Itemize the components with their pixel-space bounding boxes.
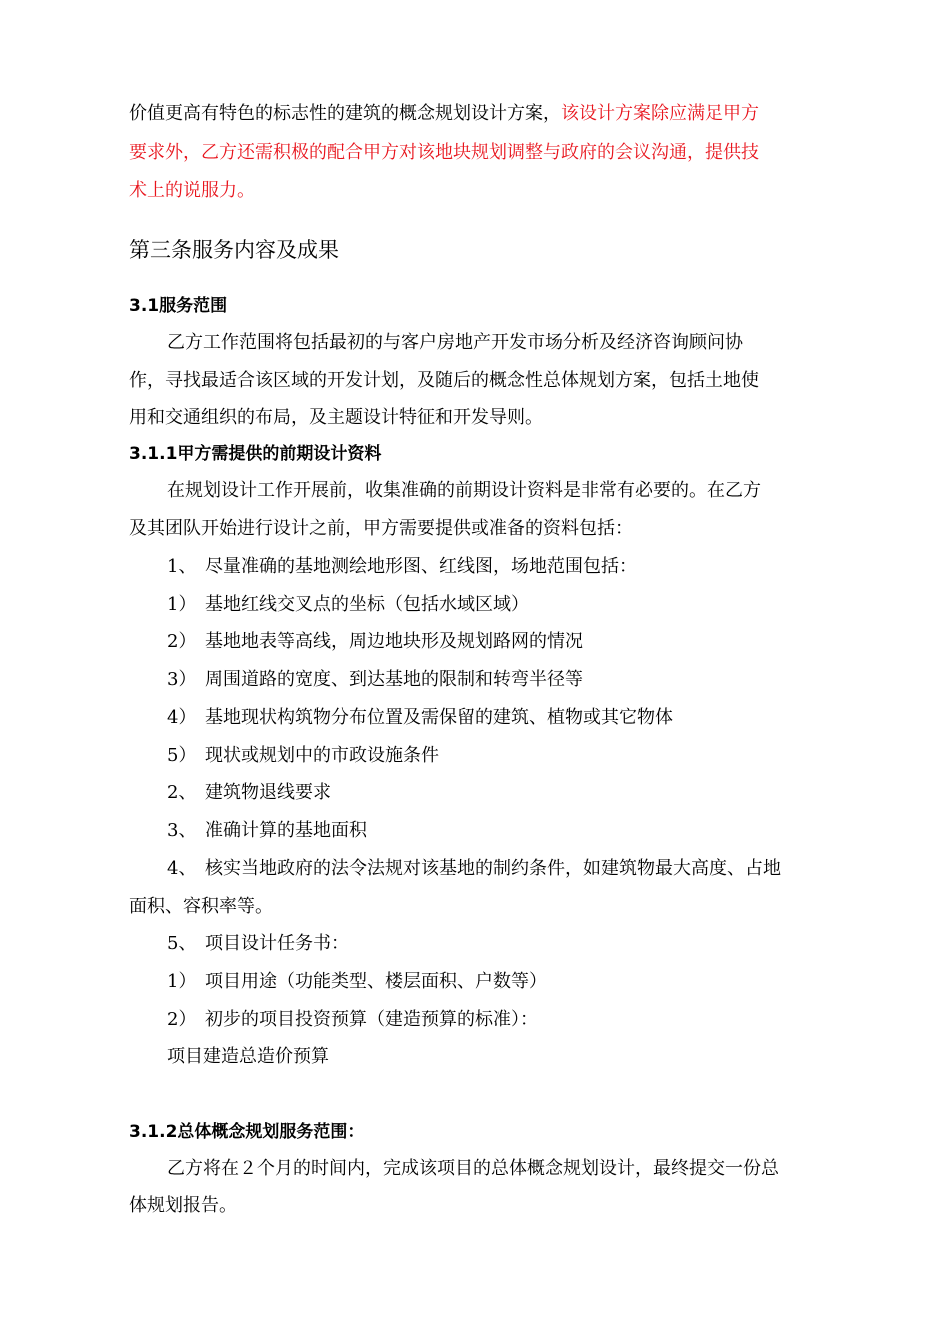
- list-item-text: 核实当地政府的法令法规对该基地的制约条件，如建筑物最大高度、占地: [205, 858, 781, 879]
- section-3-1-para-line: 作，寻找最适合该区域的开发计划，及随后的概念性总体规划方案，包括土地使: [129, 370, 759, 391]
- budget-line: 项目建造总造价预算: [167, 1046, 329, 1067]
- article-title: 第三条服务内容及成果: [129, 238, 339, 262]
- list-item: [167, 857, 781, 881]
- list-item: [167, 1008, 538, 1032]
- list-item: [167, 744, 439, 768]
- section-3-1-2-para-line: 体规划报告。: [129, 1195, 237, 1216]
- section-3-1-1-para-line: 在规划设计工作开展前，收集准确的前期设计资料是非常有必要的。在乙方: [167, 480, 761, 501]
- list-item-text: 初步的项目投资预算（建造预算的标准）：: [205, 1009, 538, 1030]
- list-item-number: 4、: [167, 858, 197, 879]
- section-3-1-1-para-line: 及其团队开始进行设计之前，甲方需要提供或准备的资料包括：: [129, 518, 633, 539]
- list-item-number: 5、: [167, 933, 197, 954]
- intro-text-red: 该设计方案除应满足甲方: [561, 103, 759, 124]
- list-item: [167, 819, 367, 843]
- list-item-text: 尽量准确的基地测绘地形图、红线图，场地范围包括：: [205, 556, 637, 577]
- list-item: [167, 630, 583, 654]
- list-item-text: 基地红线交叉点的坐标（包括水域区域）: [205, 594, 529, 615]
- list-item: [167, 706, 673, 730]
- intro-line-1: [129, 102, 759, 126]
- list-item-number: 1）: [167, 971, 197, 992]
- list-item-text: 周围道路的宽度、到达基地的限制和转弯半径等: [205, 669, 583, 690]
- list-item-number: 5）: [167, 745, 197, 766]
- list-item-number: 2、: [167, 782, 197, 803]
- list-item: [167, 555, 637, 579]
- list-item-number: 4）: [167, 707, 197, 728]
- intro-line-2: 要求外，乙方还需积极的配合甲方对该地块规划调整与政府的会议沟通，提供技: [129, 142, 759, 163]
- section-3-1-para-line: 用和交通组织的布局，及主题设计特征和开发导则。: [129, 407, 543, 428]
- list-item-text: 项目用途（功能类型、楼层面积、户数等）: [205, 971, 547, 992]
- intro-text-black: 价值更高有特色的标志性的建筑的概念规划设计方案，: [129, 103, 561, 124]
- list-item-text: 准确计算的基地面积: [205, 820, 367, 841]
- list-item-text: 基地现状构筑物分布位置及需保留的建筑、植物或其它物体: [205, 707, 673, 728]
- list-item: [167, 593, 529, 617]
- section-3-1-heading: 3.1服务范围: [129, 296, 228, 316]
- list-item-number: 2）: [167, 1009, 197, 1030]
- list-item-number: 3、: [167, 820, 197, 841]
- section-3-1-2-para-line: 乙方将在２个月的时间内，完成该项目的总体概念规划设计，最终提交一份总: [167, 1158, 779, 1179]
- list-item: [167, 781, 331, 805]
- intro-line-3: 术上的说服力。: [129, 180, 255, 201]
- list-item: [167, 668, 583, 692]
- list-item: [167, 932, 349, 956]
- list-item-text: 项目设计任务书：: [205, 933, 349, 954]
- list-item-continuation: 面积、容积率等。: [129, 896, 273, 917]
- section-3-1-1-heading: 3.1.1甲方需提供的前期设计资料: [129, 444, 382, 464]
- section-3-1-2-heading: 3.1.2总体概念规划服务范围：: [129, 1122, 365, 1142]
- list-item-number: 3）: [167, 669, 197, 690]
- list-item: [167, 970, 547, 994]
- list-item-number: 1）: [167, 594, 197, 615]
- list-item-text: 基地地表等高线，周边地块形及规划路网的情况: [205, 631, 583, 652]
- list-item-number: 2）: [167, 631, 197, 652]
- section-3-1-para-line: 乙方工作范围将包括最初的与客户房地产开发市场分析及经济咨询顾问协: [167, 332, 743, 353]
- list-item-text: 建筑物退线要求: [205, 782, 331, 803]
- list-item-number: 1、: [167, 556, 197, 577]
- list-item-text: 现状或规划中的市政设施条件: [205, 745, 439, 766]
